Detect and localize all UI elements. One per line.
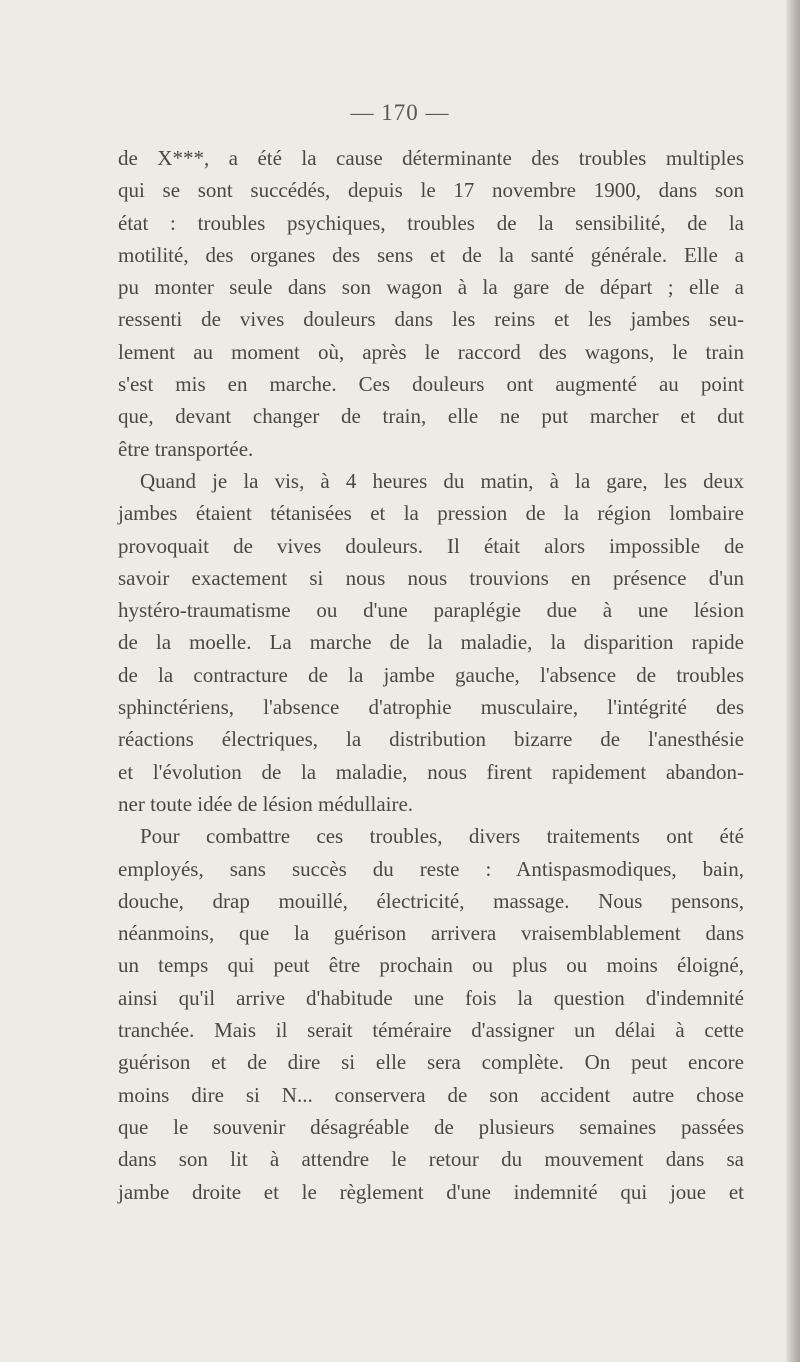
text-line: et l'évolution de la maladie, nous firent rapidement abandon- (118, 759, 744, 784)
text-line: s'est mis en marche. Ces douleurs ont augmenté au point (118, 372, 744, 397)
text-line: réactions électriques, la distribution bizarre de l'anesthésie (118, 727, 744, 752)
paragraph-start-line: Quand je la vis, à 4 heures du matin, à la gare, les deux (140, 468, 744, 493)
text-line: de la moelle. La marche de la maladie, la disparition rapide (118, 630, 744, 655)
text-line: qui se sont succédés, depuis le 17 novembre 1900, dans son (118, 178, 744, 203)
text-line: ner toute idée de lésion médullaire. (118, 791, 414, 816)
text-line: que, devant changer de train, elle ne put marcher et dut (118, 404, 744, 429)
text-line: tranchée. Mais il serait téméraire d'assigner un délai à cette (118, 1018, 744, 1043)
text-line: hystéro-traumatisme ou d'une paraplégie due à une lésion (118, 598, 744, 623)
text-line: jambes étaient tétanisées et la pression de la région lombaire (118, 501, 744, 526)
text-line: être transportée. (118, 436, 254, 461)
text-line: ressenti de vives douleurs dans les reins et les jambes seu- (118, 307, 744, 332)
paragraph-start-line: Pour combattre ces troubles, divers traitements ont été (140, 824, 744, 849)
text-line: un temps qui peut être prochain ou plus ou moins éloigné, (118, 953, 744, 978)
text-line: de la contracture de la jambe gauche, l'absence de troubles (118, 662, 744, 687)
text-line: jambe droite et le règlement d'une indemnité qui joue et (118, 1179, 744, 1204)
text-line: douche, drap mouillé, électricité, massage. Nous pensons, (118, 888, 744, 913)
text-line: guérison et de dire si elle sera complète. On peut encore (118, 1050, 744, 1075)
text-line: de X***, a été la cause déterminante des troubles multiples (118, 146, 744, 170)
page-edge-shadow (786, 0, 800, 1362)
text-line: moins dire si N... conservera de son accident autre chose (118, 1082, 744, 1107)
text-line: savoir exactement si nous nous trouvions en présence d'un (118, 565, 744, 590)
text-line: employés, sans succès du reste : Antispasmodiques, bain, (118, 856, 744, 881)
text-line: lement au moment où, après le raccord des wagons, le train (118, 339, 744, 364)
text-line: état : troubles psychiques, troubles de la sensibilité, de la (118, 210, 744, 235)
text-line: néanmoins, que la guérison arrivera vraisemblablement dans (118, 921, 744, 946)
text-line: dans son lit à attendre le retour du mouvement dans sa (118, 1147, 744, 1172)
text-line: motilité, des organes des sens et de la santé générale. Elle a (118, 242, 744, 267)
text-line: sphinctériens, l'absence d'atrophie musculaire, l'intégrité des (118, 695, 744, 720)
text-line: que le souvenir désagréable de plusieurs semaines passées (118, 1114, 744, 1139)
page-number: — 170 — (350, 100, 450, 125)
body-text (118, 142, 744, 1208)
text-line: provoquait de vives douleurs. Il était alors impossible de (118, 533, 744, 558)
text-line: pu monter seule dans son wagon à la gare de départ ; elle a (118, 275, 744, 300)
text-line: ainsi qu'il arrive d'habitude une fois la question d'indemnité (118, 985, 744, 1010)
